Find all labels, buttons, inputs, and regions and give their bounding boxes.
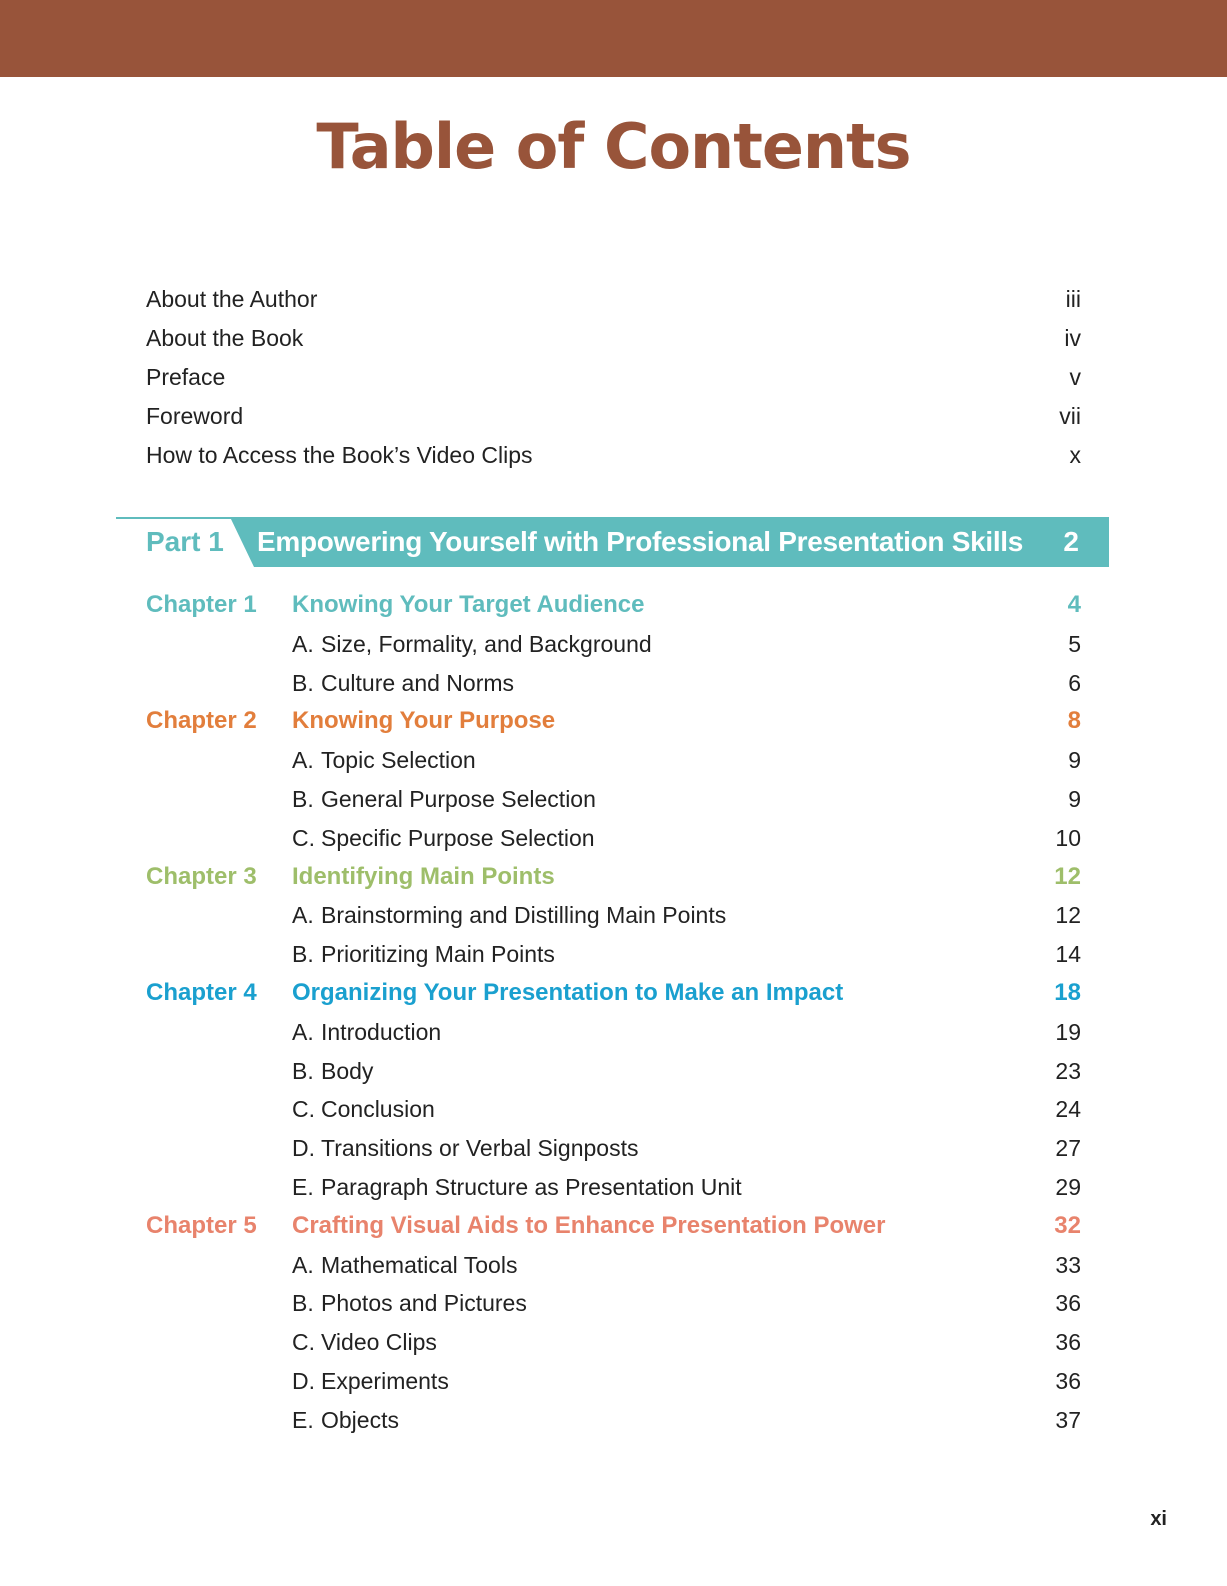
page-title: Table of Contents: [316, 110, 911, 183]
section-page: 12: [1055, 902, 1081, 929]
chapter-label: Chapter 5: [146, 1211, 257, 1239]
section-entry[interactable]: [146, 664, 1081, 703]
section-letter: D.: [292, 1367, 315, 1394]
chapter-2-entry[interactable]: [146, 702, 1081, 741]
section-page: 19: [1055, 1018, 1081, 1045]
section-title: Experiments: [321, 1367, 449, 1394]
entry-page: x: [1069, 442, 1081, 468]
section-page: 14: [1055, 941, 1081, 968]
toc-entry-video-clips[interactable]: [146, 436, 1081, 475]
toc-entry-about-book[interactable]: [146, 319, 1081, 358]
section-entry[interactable]: [146, 1401, 1081, 1440]
section-letter: A.: [292, 747, 314, 774]
section-entry[interactable]: [146, 1246, 1081, 1285]
section-entry[interactable]: [146, 819, 1081, 858]
section-entry[interactable]: [146, 1168, 1081, 1207]
section-entry[interactable]: [146, 1013, 1081, 1052]
section-letter: B.: [292, 785, 314, 812]
chapter-page: 18: [1054, 978, 1081, 1006]
section-page: 36: [1055, 1290, 1081, 1317]
chapter-page: 8: [1067, 707, 1081, 735]
entry-label: Preface: [146, 364, 226, 390]
toc-entry-foreword[interactable]: [146, 397, 1081, 436]
section-page: 23: [1055, 1057, 1081, 1084]
entry-label: About the Book: [146, 325, 304, 351]
section-entry[interactable]: [146, 780, 1081, 819]
section-page: 29: [1055, 1173, 1081, 1200]
section-title: Conclusion: [321, 1096, 435, 1123]
section-letter: B.: [292, 941, 314, 968]
chapter-label: Chapter 4: [146, 978, 257, 1006]
section-page: 37: [1055, 1406, 1081, 1433]
section-entry[interactable]: [146, 896, 1081, 935]
chapter-title: Crafting Visual Aids to Enhance Presentation Power: [292, 1211, 886, 1239]
section-entry[interactable]: [146, 625, 1081, 664]
chapter-title: Organizing Your Presentation to Make an Impact: [292, 978, 844, 1006]
entry-page: vii: [1059, 403, 1081, 429]
section-title: Video Clips: [321, 1329, 437, 1356]
toc-entry-preface[interactable]: [146, 358, 1081, 397]
toc-entry-about-author[interactable]: [146, 280, 1081, 319]
section-entry[interactable]: [146, 1284, 1081, 1323]
chapter-title: Knowing Your Purpose: [292, 707, 556, 735]
section-letter: C.: [292, 1329, 315, 1356]
chapter-page: 32: [1054, 1211, 1081, 1239]
section-entry[interactable]: [146, 1052, 1081, 1091]
section-entry[interactable]: [146, 1129, 1081, 1168]
section-letter: B.: [292, 1057, 314, 1084]
section-entry[interactable]: [146, 1323, 1081, 1362]
section-entry[interactable]: [146, 741, 1081, 780]
section-letter: D.: [292, 1135, 315, 1162]
section-page: 10: [1055, 824, 1081, 851]
section-title: Topic Selection: [321, 747, 476, 774]
section-page: 33: [1055, 1251, 1081, 1278]
section-title: Introduction: [321, 1018, 442, 1045]
section-title: Mathematical Tools: [321, 1251, 518, 1278]
front-matter-list: [146, 280, 1081, 475]
section-title: Paragraph Structure as Presentation Unit: [321, 1173, 742, 1200]
section-letter: A.: [292, 630, 314, 657]
header-bar: [0, 0, 1227, 77]
section-title: Transitions or Verbal Signposts: [321, 1135, 639, 1162]
section-page: 24: [1055, 1096, 1081, 1123]
chapter-label: Chapter 2: [146, 707, 257, 735]
section-letter: B.: [292, 669, 314, 696]
chapter-page: 12: [1054, 862, 1081, 890]
section-letter: A.: [292, 1251, 314, 1278]
entry-label: How to Access the Book’s Video Clips: [146, 442, 533, 468]
section-page: 9: [1068, 747, 1081, 774]
part-header[interactable]: [116, 517, 1109, 567]
entry-page: iv: [1064, 325, 1081, 351]
section-letter: A.: [292, 1018, 314, 1045]
section-title: General Purpose Selection: [321, 785, 596, 812]
chapter-title: Knowing Your Target Audience: [292, 591, 645, 618]
chapter-4-entry[interactable]: [146, 974, 1081, 1013]
entry-label: Foreword: [146, 403, 244, 429]
chapter-label: Chapter 3: [146, 862, 257, 890]
section-title: Body: [321, 1057, 374, 1084]
entry-page: v: [1069, 364, 1081, 390]
section-letter: B.: [292, 1290, 314, 1317]
chapter-3-entry[interactable]: [146, 858, 1081, 897]
section-entry[interactable]: [146, 1362, 1081, 1401]
section-page: 5: [1068, 630, 1081, 657]
part-title: Empowering Yourself with Professional Presentation Skills: [257, 526, 1024, 557]
section-entry[interactable]: [146, 935, 1081, 974]
section-title: Prioritizing Main Points: [321, 941, 555, 968]
section-page: 36: [1055, 1367, 1081, 1394]
page-number: xi: [1150, 1508, 1167, 1530]
section-title: Photos and Pictures: [321, 1290, 527, 1317]
section-entry[interactable]: [146, 1090, 1081, 1129]
section-page: 6: [1068, 669, 1081, 696]
section-title: Objects: [321, 1406, 399, 1433]
section-title: Brainstorming and Distilling Main Points: [321, 902, 727, 929]
chapter-1-entry[interactable]: [146, 586, 1081, 625]
section-page: 36: [1055, 1329, 1081, 1356]
section-letter: C.: [292, 1096, 315, 1123]
section-title: Culture and Norms: [321, 669, 515, 696]
section-letter: C.: [292, 824, 315, 851]
chapter-5-entry[interactable]: [146, 1207, 1081, 1246]
chapter-title: Identifying Main Points: [292, 862, 555, 890]
chapter-page: 4: [1067, 591, 1081, 618]
part-label: Part 1: [146, 526, 224, 557]
section-page: 27: [1055, 1135, 1081, 1162]
section-letter: A.: [292, 902, 314, 929]
section-letter: E.: [292, 1173, 314, 1200]
section-letter: E.: [292, 1406, 314, 1433]
chapter-label: Chapter 1: [146, 591, 257, 618]
entry-label: About the Author: [146, 286, 318, 312]
chapter-list: [146, 586, 1081, 1440]
part-page: 2: [1063, 526, 1079, 557]
entry-page: iii: [1065, 286, 1081, 312]
section-page: 9: [1068, 785, 1081, 812]
section-title: Size, Formality, and Background: [321, 630, 652, 657]
section-title: Specific Purpose Selection: [321, 824, 595, 851]
